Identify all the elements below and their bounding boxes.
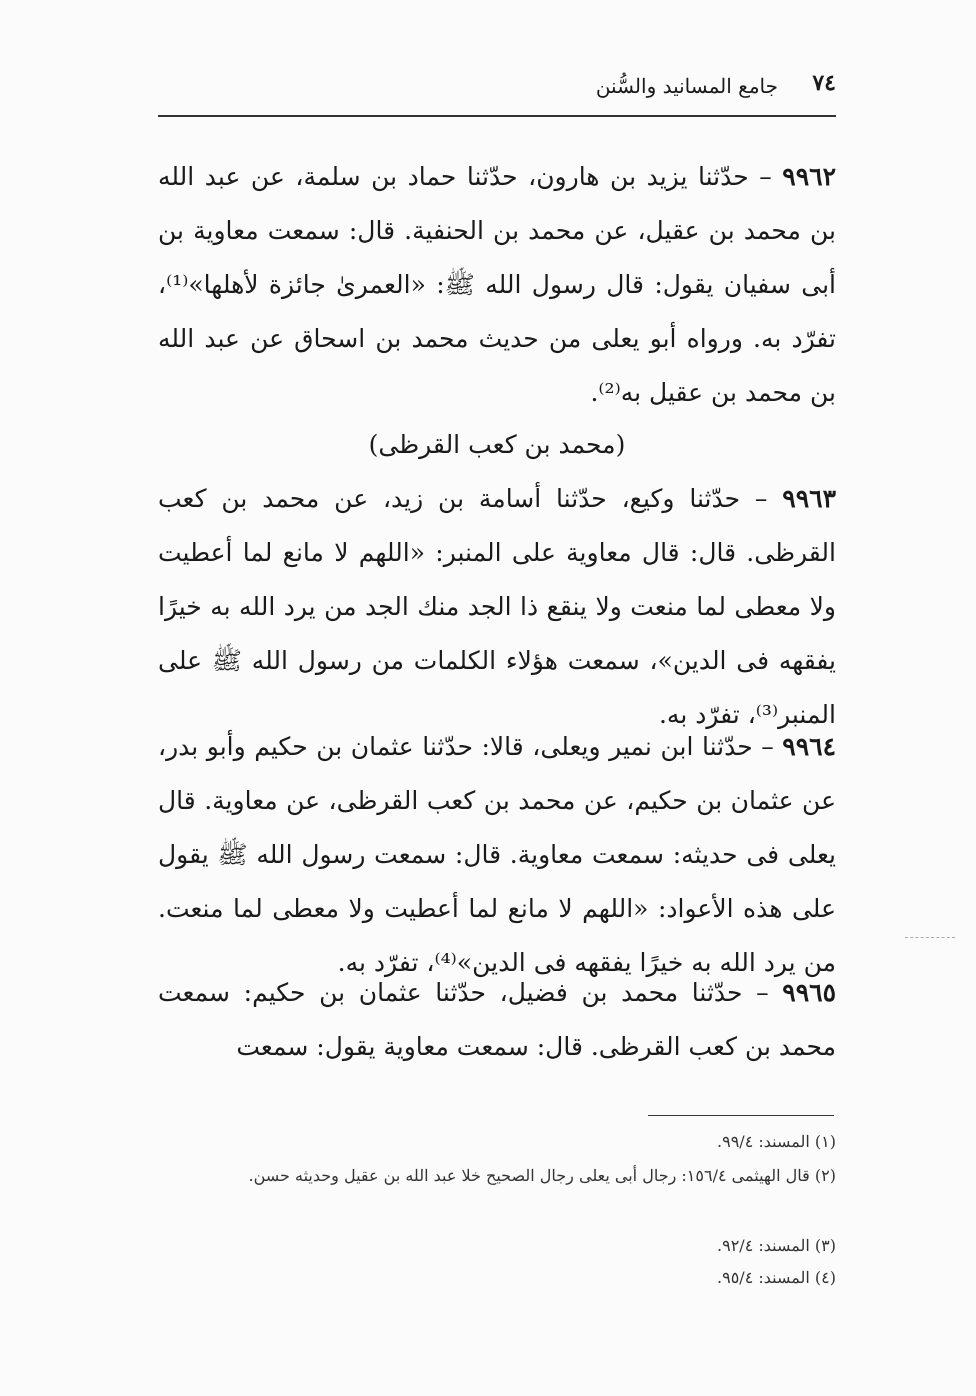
footnote-4: (٤) المسند: ٩٥/٤. xyxy=(717,1268,836,1287)
hadith-number: ٩٩٦٢ xyxy=(782,162,836,191)
hadith-9962 xyxy=(158,150,836,420)
hadith-9965 xyxy=(158,966,836,1074)
hadith-9963 xyxy=(158,472,836,742)
hadith-text: – حدّثنا ابن نمير ويعلى، قالا: حدّثنا عثمان بن حكيم وأبو بدر، عن عثمان بن حكيم، عن محمد بن كعب القرظى، عن معاوية. قال يعلى فى حديثه: سمعت معاوية. قال: سمعت رسول الله ﷺ يقول على هذه الأعواد: «اللهم لا مانع لما أعطيت ولا معطى لما منعت. من يرد الله به خيرًا يفقهه فى الدين»⁽⁴⁾، تفرّد به. xyxy=(158,732,836,977)
hadith-number: ٩٩٦٣ xyxy=(782,484,836,513)
page-header xyxy=(158,70,836,106)
header-rule xyxy=(158,115,836,117)
section-heading: (محمد بن كعب القرظى) xyxy=(368,430,626,459)
page-number: ٧٤ xyxy=(812,70,836,96)
hadith-number: ٩٩٦٤ xyxy=(782,732,836,761)
footnote-3: (٣) المسند: ٩٢/٤. xyxy=(717,1236,836,1255)
hadith-text: – حدّثنا وكيع، حدّثنا أسامة بن زيد، عن محمد بن كعب القرظى. قال: قال معاوية على المنبر: «اللهم لا مانع لما أعطيت ولا معطى لما منعت ولا ينقع ذا الجد منك الجد من يرد الله به خيرًا يفقهه فى الدين»، سمعت هؤلاء الكلمات من رسول الله ﷺ على المنبر⁽³⁾، تفرّد به. xyxy=(158,484,836,729)
book-title: جامع المسانيد والسُّنن xyxy=(595,74,778,98)
footnote-1: (١) المسند: ٩٩/٤. xyxy=(717,1132,836,1151)
footnote-2: (٢) قال الهيثمى ١٥٦/٤: رجال أبى يعلى رجال الصحيح خلا عبد الله بن عقيل وحديثه حسن. xyxy=(248,1166,836,1185)
margin-mark xyxy=(905,937,955,938)
hadith-text: – حدّثنا محمد بن فضيل، حدّثنا عثمان بن حكيم: سمعت محمد بن كعب القرظى. قال: سمعت معاوية يقول: سمعت xyxy=(158,978,836,1061)
hadith-number: ٩٩٦٥ xyxy=(782,978,836,1007)
hadith-text: – حدّثنا يزيد بن هارون، حدّثنا حماد بن سلمة، عن عبد الله بن محمد بن عقيل، عن محمد بن الحنفية. قال: سمعت معاوية بن أبى سفيان يقول: قال رسول الله ﷺ: «العمرىٰ جائزة لأهلها»⁽¹⁾، تفرّد به. ورواه أبو يعلى من حديث محمد بن اسحاق عن عبد الله بن محمد بن عقيل به⁽²⁾. xyxy=(158,162,836,407)
hadith-9964 xyxy=(158,720,836,990)
footnote-rule xyxy=(648,1115,834,1116)
